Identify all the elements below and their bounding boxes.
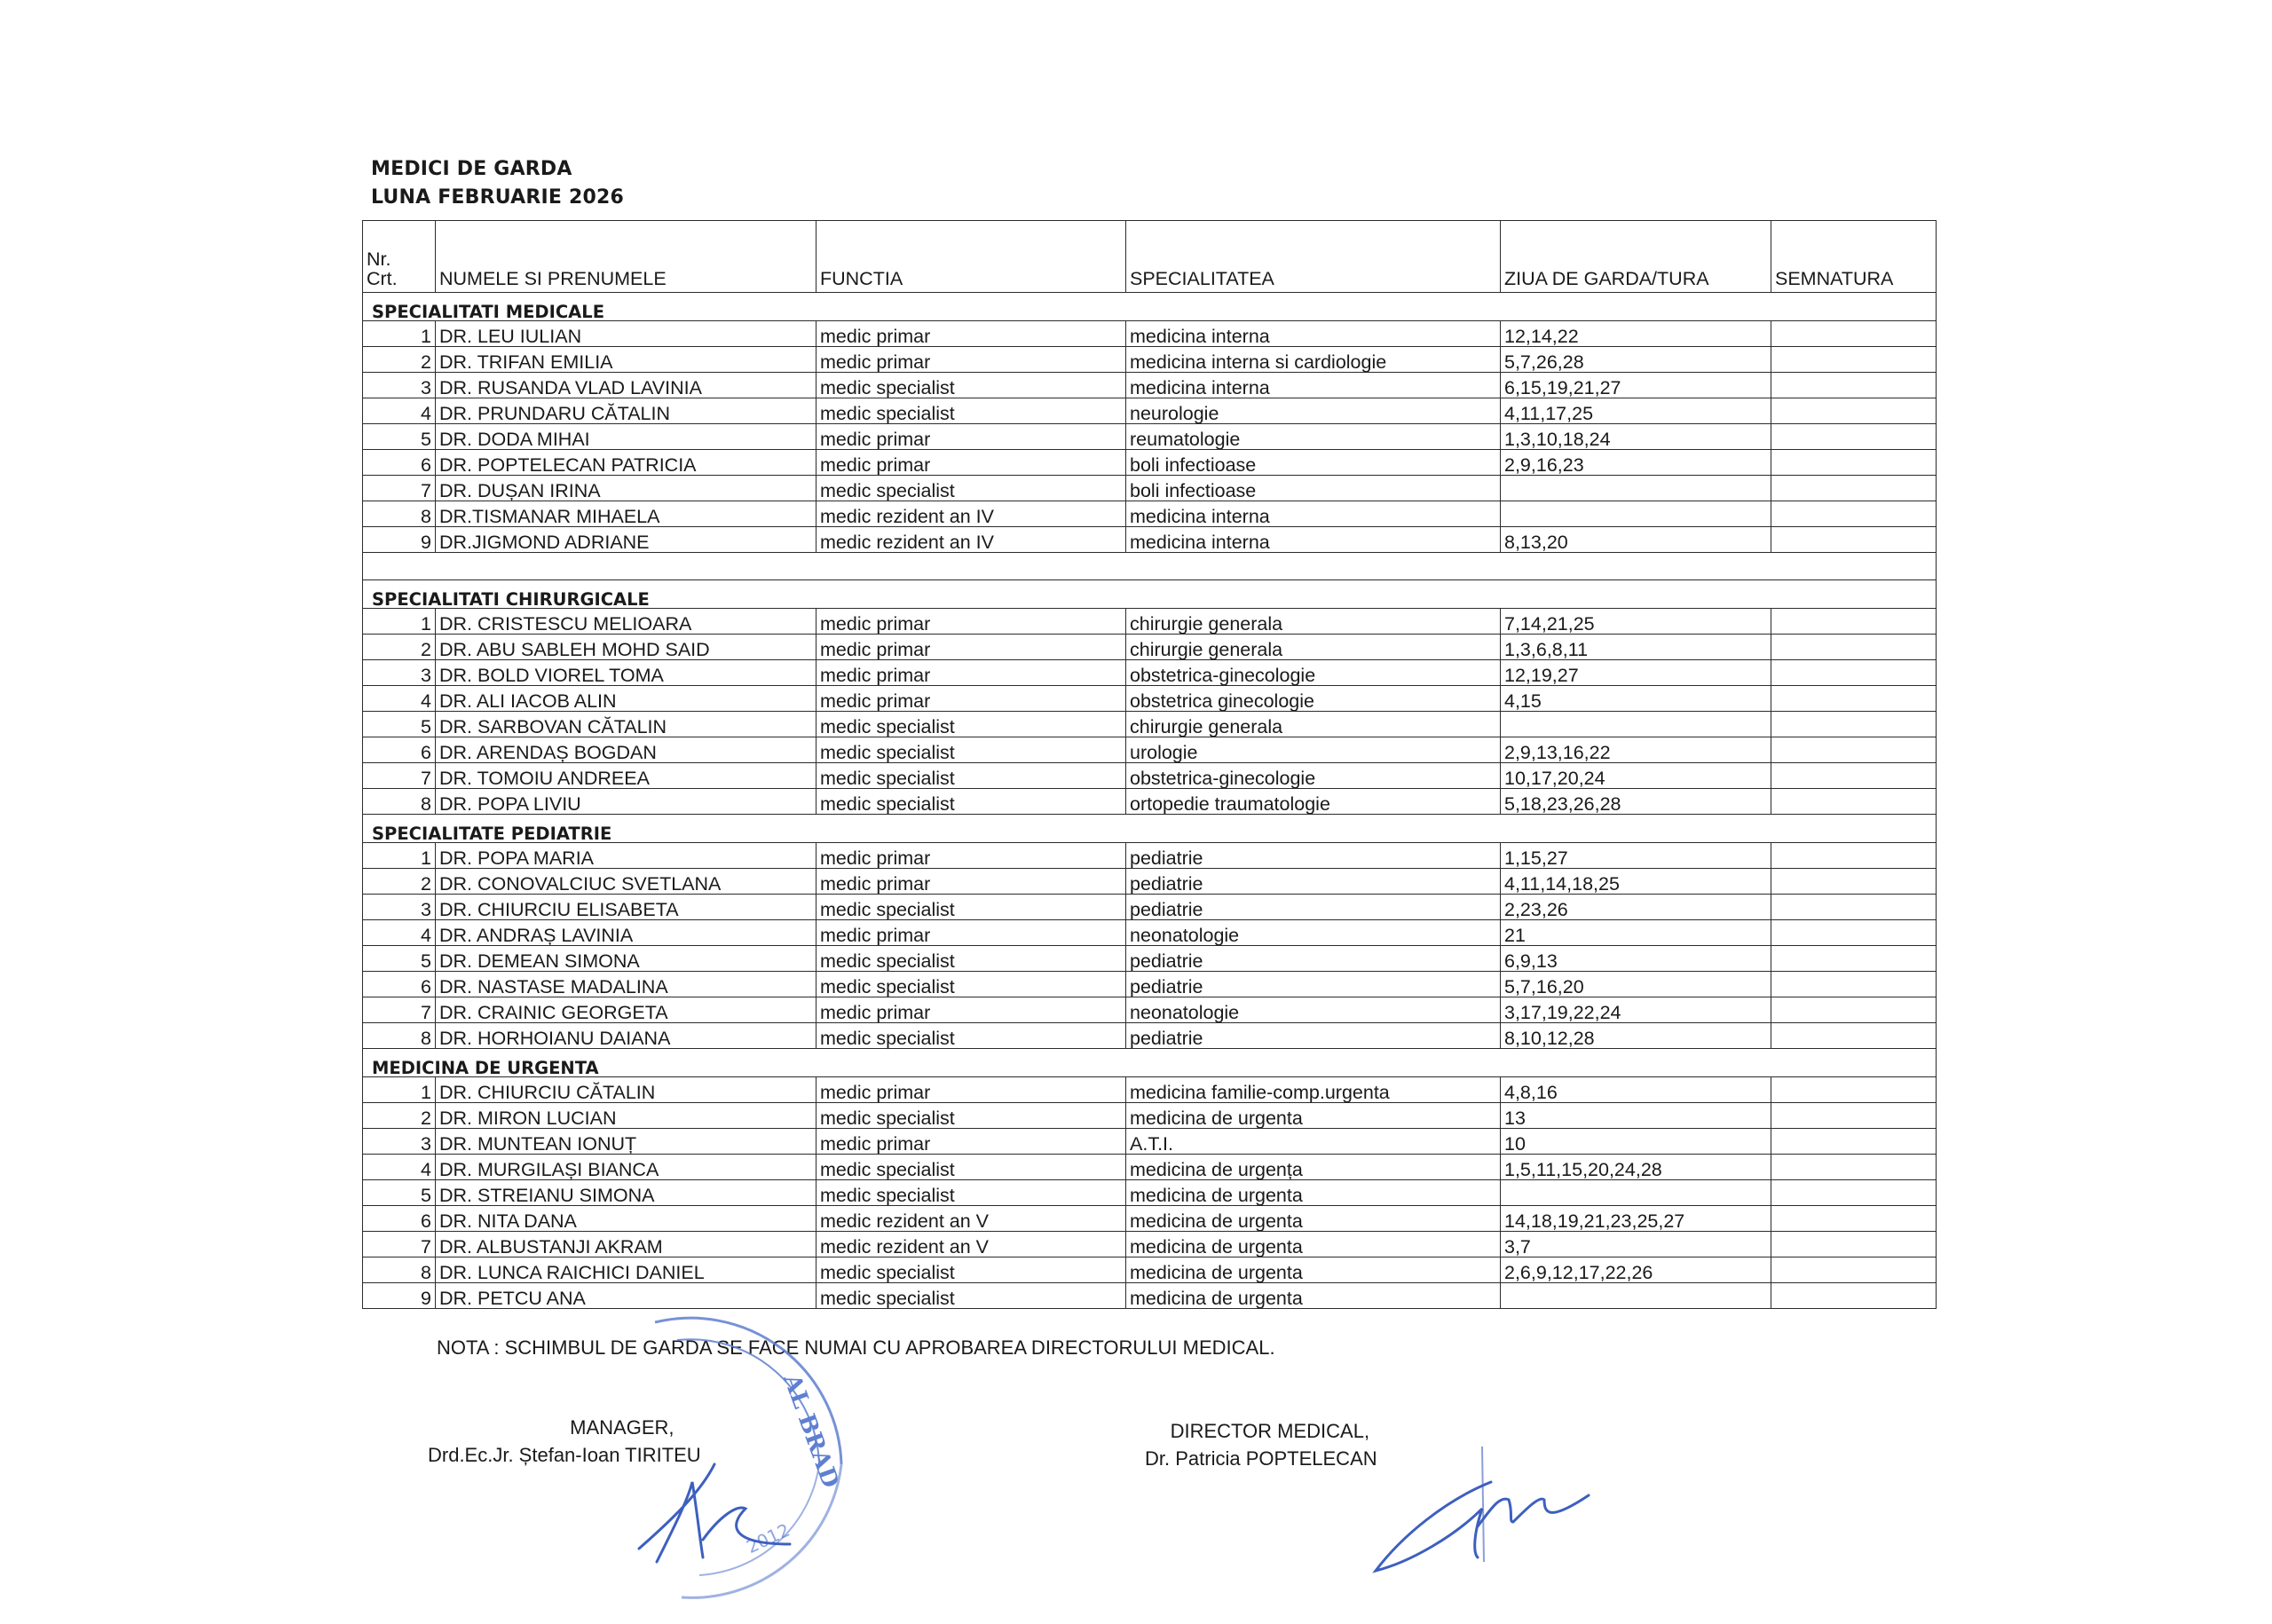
row-number: 1 [363,609,436,635]
table-row [363,321,1937,347]
section-header-row [363,580,1937,609]
table-row [363,450,1937,476]
signature-cell [1771,712,1937,737]
doctor-specialty: obstetrica-ginecologie [1126,763,1501,789]
doctor-specialty: urologie [1126,737,1501,763]
doctor-name: DR.TISMANAR MIHAELA [436,501,816,527]
table-row [363,869,1937,895]
section-header-row [363,293,1937,321]
duty-days: 7,14,21,25 [1501,609,1771,635]
doctor-name: DR. ALI IACOB ALIN [436,686,816,712]
doctor-specialty: pediatrie [1126,843,1501,869]
header-crt: Crt. [367,267,398,289]
doctor-function: medic primar [816,347,1126,373]
doctor-function: medic specialist [816,946,1126,972]
spacer-cell [363,553,1937,580]
table-row [363,1257,1937,1283]
director-name: Dr. Patricia POPTELECAN [1145,1447,1377,1470]
duty-days: 21 [1501,920,1771,946]
doctor-name: DR. LUNCA RAICHICI DANIEL [436,1257,816,1283]
doctor-specialty: medicina de urgența [1126,1155,1501,1180]
doctor-name: DR. RUSANDA VLAD LAVINIA [436,373,816,398]
doctor-function: medic primar [816,1077,1126,1103]
doctor-name: DR. CRISTESCU MELIOARA [436,609,816,635]
section-title: SPECIALITATI CHIRURGICALE [363,580,1937,609]
duty-days: 12,14,22 [1501,321,1771,347]
doctor-specialty: pediatrie [1126,1023,1501,1049]
row-number: 2 [363,635,436,660]
row-number: 6 [363,1206,436,1232]
row-number: 7 [363,1232,436,1257]
table-row [363,737,1937,763]
doctor-function: medic specialist [816,763,1126,789]
doctor-function: medic rezident an V [816,1206,1126,1232]
doctor-specialty: medicina interna si cardiologie [1126,347,1501,373]
row-number: 7 [363,763,436,789]
duty-days: 10,17,20,24 [1501,763,1771,789]
table-row [363,1180,1937,1206]
signature-cell [1771,1206,1937,1232]
row-number: 4 [363,398,436,424]
row-number: 5 [363,424,436,450]
signature-cell [1771,946,1937,972]
signature-cell [1771,972,1937,997]
duty-days [1501,1283,1771,1309]
table-row [363,501,1937,527]
table-row [363,946,1937,972]
doctor-name: DR. NASTASE MADALINA [436,972,816,997]
doctor-name: DR. CONOVALCIUC SVETLANA [436,869,816,895]
signature-cell [1771,660,1937,686]
doctor-name: DR. LEU IULIAN [436,321,816,347]
duty-days: 2,23,26 [1501,895,1771,920]
row-number: 2 [363,1103,436,1129]
table-row [363,476,1937,501]
doctor-name: DR. ARENDAȘ BOGDAN [436,737,816,763]
row-number: 9 [363,527,436,553]
doctor-function: medic rezident an V [816,1232,1126,1257]
row-number: 3 [363,1129,436,1155]
signature-cell [1771,1023,1937,1049]
row-number: 1 [363,843,436,869]
row-number: 2 [363,869,436,895]
manager-title: MANAGER, [570,1416,674,1439]
doctor-function: medic specialist [816,1180,1126,1206]
director-signature [1358,1447,1606,1580]
table-row [363,997,1937,1023]
doctor-specialty: obstetrica ginecologie [1126,686,1501,712]
doctor-specialty: pediatrie [1126,869,1501,895]
table-row [363,789,1937,815]
table-row [363,609,1937,635]
doctor-name: DR. DEMEAN SIMONA [436,946,816,972]
doctor-name: DR. SARBOVAN CĂTALIN [436,712,816,737]
table-row [363,424,1937,450]
signature-cell [1771,398,1937,424]
duty-days: 1,3,6,8,11 [1501,635,1771,660]
doctor-name: DR. TRIFAN EMILIA [436,347,816,373]
table-row [363,373,1937,398]
duty-days: 4,11,14,18,25 [1501,869,1771,895]
doctor-function: medic primar [816,1129,1126,1155]
document-subtitle: LUNA FEBRUARIE 2026 [371,186,625,209]
doctor-specialty: chirurgie generala [1126,609,1501,635]
duty-days [1501,476,1771,501]
duty-days: 1,15,27 [1501,843,1771,869]
doctor-function: medic specialist [816,1283,1126,1309]
doctor-function: medic specialist [816,789,1126,815]
doctor-function: medic specialist [816,1155,1126,1180]
table-row [363,1129,1937,1155]
table-row [363,843,1937,869]
doctor-specialty: medicina de urgenta [1126,1180,1501,1206]
row-number: 1 [363,321,436,347]
row-number: 3 [363,660,436,686]
doctor-name: DR. MUNTEAN IONUȚ [436,1129,816,1155]
director-title: DIRECTOR MEDICAL, [1170,1420,1370,1442]
row-number: 6 [363,972,436,997]
signature-cell [1771,686,1937,712]
signature-cell [1771,635,1937,660]
doctor-specialty: chirurgie generala [1126,712,1501,737]
signature-cell [1771,476,1937,501]
duty-days: 2,9,16,23 [1501,450,1771,476]
nota-text: NOTA : SCHIMBUL DE GARDA SE FACE NUMAI CU APROBAREA DIRECTORULUI MEDICAL. [437,1336,1275,1359]
duty-roster-table [362,220,1937,1309]
table-row [363,398,1937,424]
duty-days [1501,501,1771,527]
signature-cell [1771,321,1937,347]
row-number: 4 [363,920,436,946]
doctor-specialty: medicina de urgenta [1126,1103,1501,1129]
doctor-specialty: boli infectioase [1126,450,1501,476]
duty-days [1501,712,1771,737]
doctor-specialty: medicina interna [1126,373,1501,398]
duty-days: 3,7 [1501,1232,1771,1257]
signature-cell [1771,789,1937,815]
doctor-function: medic specialist [816,1023,1126,1049]
signature-cell [1771,1077,1937,1103]
row-number: 3 [363,895,436,920]
doctor-name: DR. CHIURCIU ELISABETA [436,895,816,920]
row-number: 6 [363,737,436,763]
row-number: 9 [363,1283,436,1309]
row-number: 5 [363,712,436,737]
row-number: 7 [363,997,436,1023]
director-signature-block [1145,1418,1377,1473]
stamp-year: 2012 [743,1518,793,1558]
table-row [363,1023,1937,1049]
doctor-specialty: medicina familie-comp.urgenta [1126,1077,1501,1103]
stamp-text: AL BRAD [777,1370,844,1492]
doctor-function: medic primar [816,843,1126,869]
signature-cell [1771,737,1937,763]
signature-cell [1771,424,1937,450]
duty-days: 2,9,13,16,22 [1501,737,1771,763]
header-days: ZIUA DE GARDA/TURA [1501,221,1771,293]
table-row [363,1232,1937,1257]
duty-days: 4,11,17,25 [1501,398,1771,424]
roster-body [363,221,1937,1309]
duty-days: 13 [1501,1103,1771,1129]
doctor-specialty: boli infectioase [1126,476,1501,501]
section-title: SPECIALITATI MEDICALE [363,293,1937,321]
doctor-specialty: ortopedie traumatologie [1126,789,1501,815]
doctor-name: DR.JIGMOND ADRIANE [436,527,816,553]
doctor-specialty: neonatologie [1126,920,1501,946]
row-number: 2 [363,347,436,373]
signature-cell [1771,609,1937,635]
row-number: 4 [363,1155,436,1180]
header-signature: SEMNATURA [1771,221,1937,293]
signature-cell [1771,347,1937,373]
doctor-function: medic specialist [816,1257,1126,1283]
doctor-function: medic primar [816,997,1126,1023]
doctor-function: medic rezident an IV [816,527,1126,553]
table-row [363,1206,1937,1232]
duty-days: 12,19,27 [1501,660,1771,686]
section-header-row [363,1049,1937,1077]
row-number: 5 [363,946,436,972]
doctor-function: medic specialist [816,373,1126,398]
signature-cell [1771,527,1937,553]
doctor-function: medic specialist [816,1103,1126,1129]
signature-cell [1771,373,1937,398]
duty-days: 5,7,16,20 [1501,972,1771,997]
header-nr: Nr. [367,248,391,270]
signature-cell [1771,1257,1937,1283]
row-number: 6 [363,450,436,476]
doctor-function: medic primar [816,869,1126,895]
doctor-name: DR. ANDRAȘ LAVINIA [436,920,816,946]
row-number: 8 [363,501,436,527]
doctor-specialty: medicina de urgenta [1126,1232,1501,1257]
doctor-specialty: medicina interna [1126,527,1501,553]
duty-days: 8,10,12,28 [1501,1023,1771,1049]
doctor-name: DR. DUȘAN IRINA [436,476,816,501]
spacer-row [363,553,1937,580]
header-specialty: SPECIALITATEA [1126,221,1501,293]
header-name: NUMELE SI PRENUMELE [436,221,816,293]
table-row [363,527,1937,553]
duty-days: 5,7,26,28 [1501,347,1771,373]
doctor-specialty: medicina interna [1126,321,1501,347]
table-row [363,712,1937,737]
table-row [363,1077,1937,1103]
doctor-name: DR. CRAINIC GEORGETA [436,997,816,1023]
duty-days [1501,1180,1771,1206]
doctor-function: medic specialist [816,712,1126,737]
duty-days: 1,5,11,15,20,24,28 [1501,1155,1771,1180]
doctor-specialty: medicina de urgenta [1126,1257,1501,1283]
table-row [363,895,1937,920]
doctor-specialty: A.T.I. [1126,1129,1501,1155]
doctor-name: DR. MIRON LUCIAN [436,1103,816,1129]
doctor-name: DR. ALBUSTANJI AKRAM [436,1232,816,1257]
doctor-function: medic primar [816,450,1126,476]
row-number: 8 [363,1023,436,1049]
doctor-specialty: neonatologie [1126,997,1501,1023]
duty-days: 4,15 [1501,686,1771,712]
doctor-function: medic specialist [816,737,1126,763]
signature-cell [1771,1129,1937,1155]
row-number: 4 [363,686,436,712]
duty-days: 8,13,20 [1501,527,1771,553]
doctor-function: medic primar [816,424,1126,450]
table-row [363,1155,1937,1180]
header-function: FUNCTIA [816,221,1126,293]
doctor-function: medic rezident an IV [816,501,1126,527]
section-title: SPECIALITATE PEDIATRIE [363,815,1937,843]
duty-days: 10 [1501,1129,1771,1155]
doctor-function: medic primar [816,635,1126,660]
table-row [363,686,1937,712]
doctor-specialty: pediatrie [1126,895,1501,920]
doctor-name: DR. TOMOIU ANDREEA [436,763,816,789]
signature-cell [1771,1103,1937,1129]
doctor-name: DR. POPA MARIA [436,843,816,869]
signature-cell [1771,895,1937,920]
doctor-specialty: pediatrie [1126,972,1501,997]
section-title: MEDICINA DE URGENTA [363,1049,1937,1077]
doctor-function: medic specialist [816,398,1126,424]
doctor-name: DR. CHIURCIU CĂTALIN [436,1077,816,1103]
doctor-name: DR. ABU SABLEH MOHD SAID [436,635,816,660]
doctor-name: DR. MURGILAȘI BIANCA [436,1155,816,1180]
doctor-name: DR. PRUNDARU CĂTALIN [436,398,816,424]
doctor-name: DR. BOLD VIOREL TOMA [436,660,816,686]
table-row [363,660,1937,686]
doctor-specialty: medicina de urgenta [1126,1206,1501,1232]
doctor-function: medic specialist [816,895,1126,920]
duty-days: 4,8,16 [1501,1077,1771,1103]
doctor-function: medic primar [816,686,1126,712]
doctor-function: medic specialist [816,972,1126,997]
table-row [363,763,1937,789]
row-number: 1 [363,1077,436,1103]
row-number: 8 [363,789,436,815]
duty-days: 6,9,13 [1501,946,1771,972]
signature-cell [1771,869,1937,895]
duty-days: 5,18,23,26,28 [1501,789,1771,815]
duty-days: 3,17,19,22,24 [1501,997,1771,1023]
manager-signature [621,1455,799,1571]
signature-cell [1771,1180,1937,1206]
duty-days: 14,18,19,21,23,25,27 [1501,1206,1771,1232]
doctor-name: DR. PETCU ANA [436,1283,816,1309]
doctor-function: medic specialist [816,476,1126,501]
doctor-name: DR. POPA LIVIU [436,789,816,815]
doctor-name: DR. STREIANU SIMONA [436,1180,816,1206]
doctor-name: DR. DODA MIHAI [436,424,816,450]
signature-cell [1771,1232,1937,1257]
row-number: 8 [363,1257,436,1283]
section-header-row [363,815,1937,843]
doctor-specialty: medicina de urgenta [1126,1283,1501,1309]
doctor-specialty: pediatrie [1126,946,1501,972]
signature-cell [1771,1283,1937,1309]
signature-cell [1771,501,1937,527]
table-header-row [363,221,1937,293]
duty-days: 2,6,9,12,17,22,26 [1501,1257,1771,1283]
row-number: 7 [363,476,436,501]
signature-cell [1771,920,1937,946]
signature-cell [1771,450,1937,476]
signature-cell [1771,997,1937,1023]
table-row [363,347,1937,373]
table-row [363,1103,1937,1129]
table-row [363,1283,1937,1309]
signature-cell [1771,1155,1937,1180]
doctor-specialty: obstetrica-ginecologie [1126,660,1501,686]
table-row [363,635,1937,660]
signature-cell [1771,843,1937,869]
doctor-name: DR. NITA DANA [436,1206,816,1232]
doctor-function: medic primar [816,920,1126,946]
table-row [363,920,1937,946]
document-title: MEDICI DE GARDA [371,158,572,180]
doctor-function: medic primar [816,609,1126,635]
duty-days: 1,3,10,18,24 [1501,424,1771,450]
signature-cell [1771,763,1937,789]
table-row [363,972,1937,997]
manager-name: Drd.Ec.Jr. Ștefan-Ioan TIRITEU [428,1443,701,1466]
doctor-function: medic primar [816,321,1126,347]
doctor-specialty: chirurgie generala [1126,635,1501,660]
duty-days: 6,15,19,21,27 [1501,373,1771,398]
header-nr-crt [363,221,436,293]
doctor-specialty: neurologie [1126,398,1501,424]
doctor-specialty: medicina interna [1126,501,1501,527]
doctor-name: DR. POPTELECAN PATRICIA [436,450,816,476]
doctor-specialty: reumatologie [1126,424,1501,450]
row-number: 3 [363,373,436,398]
doctor-function: medic primar [816,660,1126,686]
doctor-name: DR. HORHOIANU DAIANA [436,1023,816,1049]
row-number: 5 [363,1180,436,1206]
